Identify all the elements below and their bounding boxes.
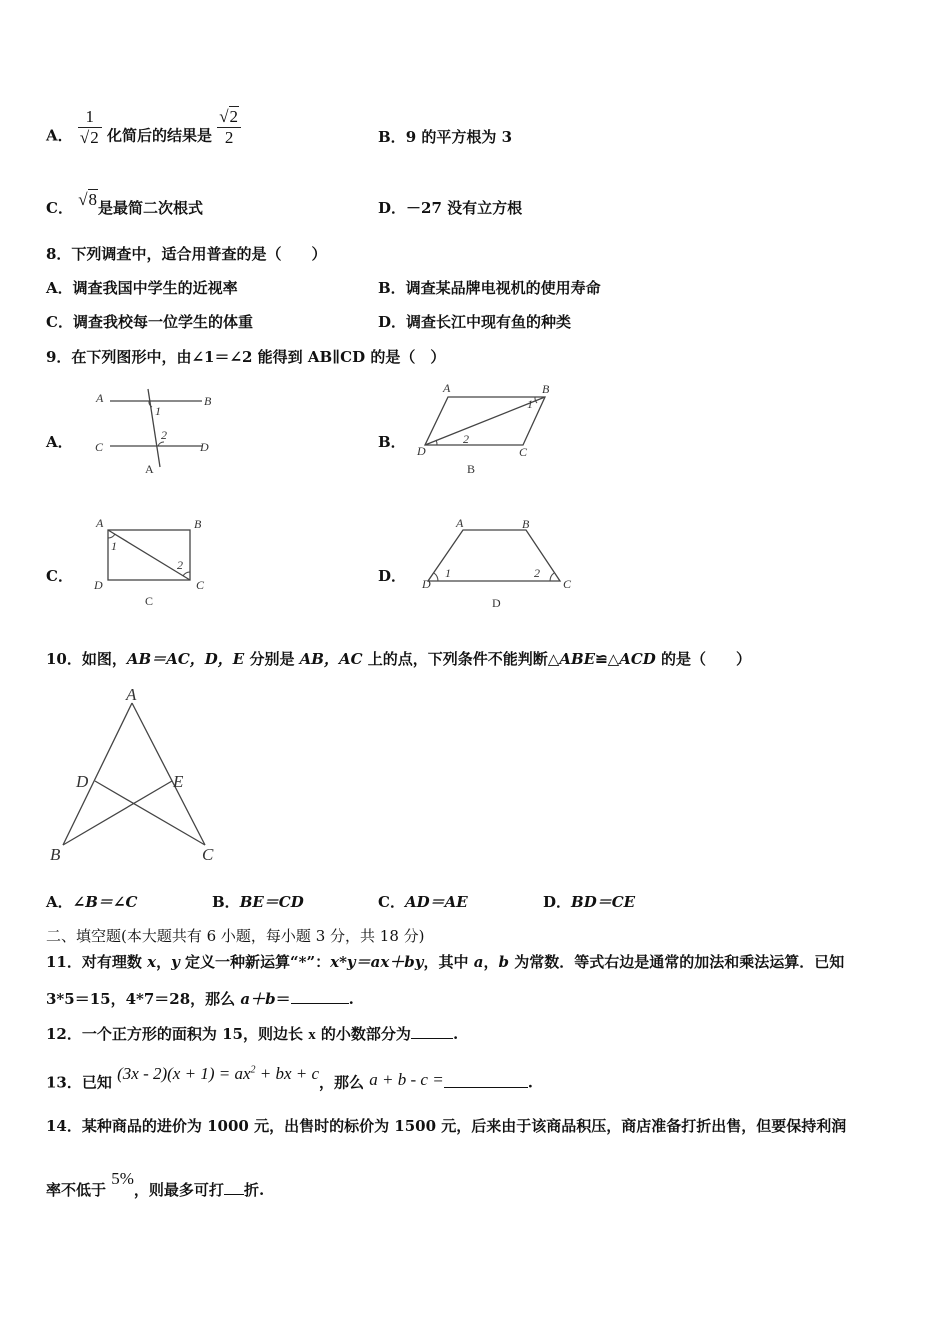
q11-var-a: a <box>473 953 484 971</box>
q13-expression-2: a + b - c = <box>369 1069 444 1089</box>
q7-option-a-frac-num: 1 <box>78 107 102 128</box>
q10-stem-mid2: 上的点，下列条件不能判断△ <box>362 650 560 668</box>
q9a-caption: A <box>145 462 154 476</box>
q9b-label-D: D <box>417 444 426 458</box>
q11-line2-eq: ＝ <box>275 990 291 1008</box>
q9b-label-2: 2 <box>463 432 469 446</box>
q7-option-c-radical: √8 <box>78 190 98 209</box>
section-2-heading: 二、填空题(本大题共有 6 小题，每小题 3 分，共 18 分) <box>46 927 425 945</box>
q9-figure-c <box>90 515 220 615</box>
q9b-label-B: B <box>542 382 550 396</box>
q11-text-f: 为常数．等式右边是通常的加法和乘法运算．已知 <box>508 953 845 971</box>
q7-option-a-label: A． <box>46 126 73 145</box>
q9d-label-1: 1 <box>445 566 451 580</box>
q7-option-c-label: C． <box>46 199 73 217</box>
q11-line2-math: a＋b <box>240 990 276 1008</box>
q7-option-d <box>378 199 522 217</box>
q9d-label-A: A <box>456 516 464 530</box>
q12-line <box>46 1024 458 1044</box>
q9a-label-C: C <box>95 440 104 454</box>
q7-option-a-text: 化简后的结果是 <box>106 126 212 145</box>
q13-expr-right: + bx + c <box>255 1063 320 1083</box>
q9d-label-C: C <box>563 577 572 591</box>
q10-option-a-label: A． <box>46 893 73 911</box>
q13-mid: ，那么 <box>319 1073 365 1092</box>
q9c-label-C: C <box>196 578 205 592</box>
q12-text-a: 12．一个正方形的面积为 15，则边长 <box>46 1025 309 1043</box>
q9c-label-D: D <box>94 578 103 592</box>
q14-text-b: ，则最多可打 <box>133 1181 224 1199</box>
q11-answer-blank[interactable] <box>291 989 349 1004</box>
q10-option-b-label: B． <box>212 893 240 911</box>
q9c-label-A: A <box>96 516 104 530</box>
q11-line2-end: . <box>348 990 354 1008</box>
q10-stem-pre: 10．如图， <box>46 650 127 668</box>
q10-label-A: A <box>126 685 137 704</box>
q10-option-d <box>543 893 635 911</box>
q14-text-a: 率不低于 <box>46 1181 107 1199</box>
q10-option-b-math: BE＝CD <box>239 893 304 911</box>
q7-option-a <box>46 107 241 148</box>
q10-label-B: B <box>50 845 61 864</box>
q13-expr-sup: 2 <box>250 1064 256 1075</box>
q11-var-y: y <box>171 953 180 971</box>
q11-text-c: 定义一种新运算“*”： <box>179 953 331 971</box>
q11-var-x: x <box>147 953 157 971</box>
q10-option-c <box>378 893 468 911</box>
q7-option-a-frac-den: √2 <box>79 128 99 147</box>
q10-stem-math3: ABE <box>559 650 596 668</box>
q10-option-c-math: AD＝AE <box>404 893 468 911</box>
q10-stem-end: 的是（ ） <box>655 650 752 668</box>
q10-option-b <box>212 893 304 911</box>
q12-text-b: 的小数部分为 <box>315 1025 411 1043</box>
q7-option-c-text: 是最简二次根式 <box>98 199 204 217</box>
q10-option-d-label: D． <box>543 893 572 911</box>
q14-percent: 5% <box>111 1169 134 1188</box>
q7-option-b-label: B． <box>378 128 406 146</box>
q11-line2 <box>46 989 354 1008</box>
q10-option-a-math: ∠B＝∠C <box>72 893 138 911</box>
q11-equation: x*y＝ax＋by <box>330 953 424 971</box>
q7-option-d-text: －27 没有立方根 <box>406 199 523 217</box>
q9b-label-C: C <box>519 445 528 459</box>
q9-option-d-label: D． <box>378 567 407 585</box>
q9-option-c-label: C． <box>46 567 73 585</box>
q9-figure-d <box>418 515 578 615</box>
q10-stem <box>46 650 751 668</box>
q9b-caption: B <box>467 462 476 476</box>
q9c-label-B: B <box>194 517 202 531</box>
q10-stem-mid: 分别是 <box>244 650 300 668</box>
q9b-label-A: A <box>443 381 451 395</box>
q14-line1: 14．某种商品的进价为 1000 元，出售时的标价为 1500 元，后来由于该商品积压，商店准备打折出售，但要保持利润 <box>46 1117 847 1135</box>
q10-label-E: E <box>173 772 184 791</box>
q11-text-e: ， <box>483 953 499 971</box>
q9d-caption: D <box>492 596 501 610</box>
q13-expr-left: (3x - 2)(x + 1) = ax <box>117 1063 251 1083</box>
q9c-caption: C <box>145 594 154 608</box>
q7-option-b-text: 9 的平方根为 3 <box>405 128 513 146</box>
q10-option-c-label: C． <box>378 893 405 911</box>
q10-stem-math1: AB＝AC，D，E <box>126 650 245 668</box>
q9a-label-2: 2 <box>161 428 167 442</box>
q7-option-a-result-den: 2 <box>224 128 234 147</box>
q10-option-a <box>46 893 137 911</box>
q9-figure-a <box>90 385 220 480</box>
q9-option-a-label: A． <box>46 433 73 451</box>
q8-option-b: B．调查某品牌电视机的使用寿命 <box>378 279 601 297</box>
q11-var-b: b <box>498 953 509 971</box>
q14-line2 <box>46 1169 265 1199</box>
q8-option-d: D．调查长江中现有鱼的种类 <box>378 313 572 331</box>
q9a-label-D: D <box>200 440 209 454</box>
q9-figure-b <box>415 380 565 480</box>
q13-answer-blank[interactable] <box>444 1073 528 1088</box>
q10-figure <box>45 685 235 870</box>
q9c-label-2: 2 <box>177 558 183 572</box>
q7-option-a-result-num: √2 <box>217 107 241 128</box>
q13-expression <box>117 1064 319 1083</box>
q9d-label-D: D <box>422 577 431 591</box>
q11-line2-text: 3*5＝15，4*7＝28，那么 <box>46 990 241 1008</box>
q11-text-d: ，其中 <box>423 953 474 971</box>
q7-option-c <box>46 190 204 217</box>
q11-line1 <box>46 953 844 971</box>
q7-option-a-result <box>217 107 241 148</box>
q10-option-d-math: BD＝CE <box>571 893 636 911</box>
q12-answer-blank[interactable] <box>411 1024 453 1039</box>
q10-label-D: D <box>76 772 89 791</box>
q9c-label-1: 1 <box>111 539 117 553</box>
q11-text-b: ， <box>156 953 172 971</box>
q9a-label-1: 1 <box>155 404 161 418</box>
q11-text-a: 11．对有理数 <box>46 953 148 971</box>
q9-stem: 9．在下列图形中，由∠1＝∠2 能得到 AB∥CD 的是（ ） <box>46 348 446 366</box>
q13-line <box>46 1063 533 1092</box>
q10-stem-mid3: ≌△ <box>595 650 620 668</box>
q8-stem: 8．下列调查中，适合用普查的是（ ） <box>46 245 327 263</box>
q10-stem-math4: ACD <box>619 650 656 668</box>
q13-label: 13．已知 <box>46 1073 112 1092</box>
q9-option-b-label: B． <box>378 433 406 451</box>
q8-option-a: A．调查我国中学生的近视率 <box>46 279 238 297</box>
q9d-label-B: B <box>522 517 530 531</box>
q13-end: . <box>527 1073 533 1092</box>
q7-option-d-label: D． <box>378 199 407 217</box>
q7-option-a-fraction <box>78 107 102 148</box>
q9a-label-B: B <box>204 394 212 408</box>
q9a-label-A: A <box>96 391 104 405</box>
q10-stem-math2: AB，AC <box>299 650 363 668</box>
q9b-label-1: 1 <box>527 397 533 411</box>
q8-option-c: C．调查我校每一位学生的体重 <box>46 313 253 331</box>
q12-text-end: . <box>452 1025 459 1043</box>
q9d-label-2: 2 <box>534 566 540 580</box>
q10-label-C: C <box>202 845 214 864</box>
q14-answer-blank[interactable] <box>224 1180 244 1195</box>
q7-option-b <box>378 128 512 146</box>
q14-text-c: 折. <box>243 1181 265 1199</box>
q12-var-x: x <box>308 1027 316 1043</box>
